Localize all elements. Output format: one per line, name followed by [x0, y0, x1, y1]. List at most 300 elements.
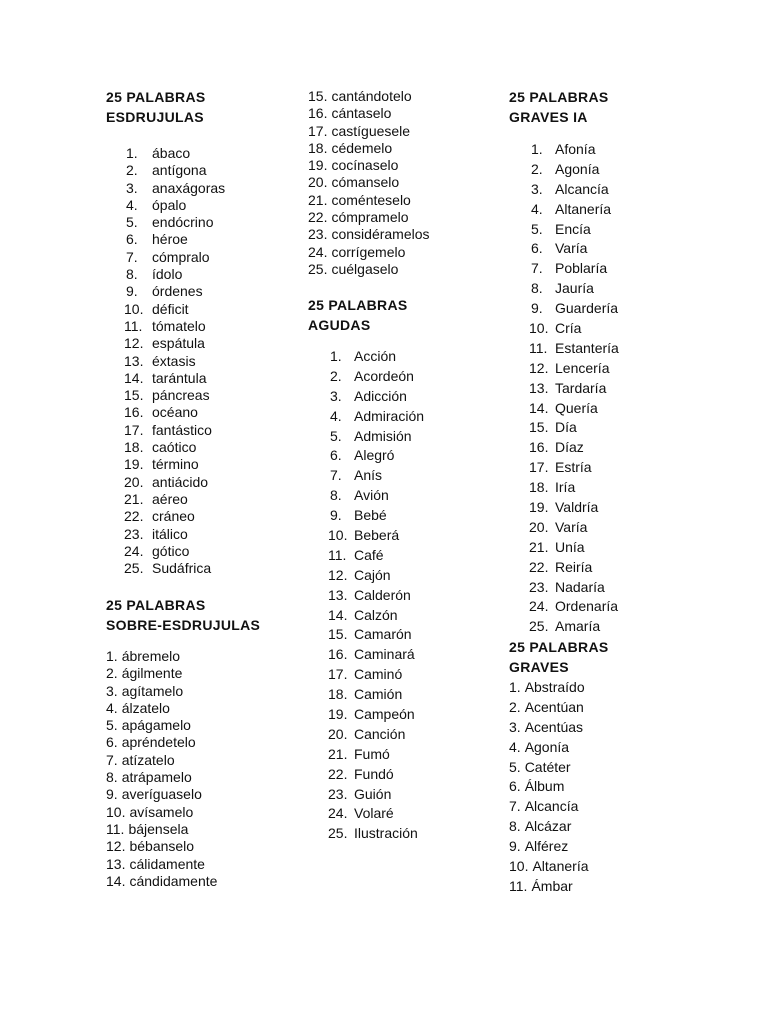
list-item-word: cómpralo: [152, 248, 210, 265]
list-item: [106, 769, 217, 786]
list-item-word: Adicción: [354, 387, 407, 404]
list-item: [308, 466, 383, 486]
list-item-word: término: [152, 456, 199, 473]
list-item-number: 11.: [509, 877, 528, 894]
list-item-word: caótico: [152, 439, 197, 456]
list-item-number: 3.: [106, 682, 118, 699]
list-item-word: atízatelo: [121, 751, 175, 768]
list-item-number: 14.: [124, 369, 144, 386]
list-item-word: Campeón: [354, 706, 415, 723]
list-item-number: 16.: [529, 439, 549, 456]
list-item-number: 7.: [531, 260, 543, 277]
list-item: [308, 586, 411, 606]
list-item: [308, 209, 430, 226]
list-item: [509, 220, 591, 240]
list-item-word: Nadaría: [555, 578, 605, 595]
list-item-word: cómanselo: [331, 174, 400, 191]
list-item-word: Acción: [354, 348, 397, 364]
heading-line: 25 PALABRAS: [509, 639, 609, 655]
sobre-esdrujulas-list-part-1: [106, 648, 217, 890]
heading-line: AGUDAS: [308, 317, 371, 333]
list-item: [308, 804, 394, 824]
list-item-word: cantándotelo: [331, 88, 412, 104]
list-item-number: 1.: [509, 679, 521, 695]
list-item-word: cocínaselo: [331, 157, 399, 174]
list-item-word: castíguesele: [331, 122, 411, 139]
list-item: [509, 597, 619, 617]
list-item-word: héroe: [152, 231, 188, 248]
list-item: [308, 157, 430, 174]
list-item: [308, 140, 430, 157]
list-item: [308, 785, 392, 805]
list-item-word: Acentúan: [524, 698, 584, 715]
list-item-number: 22.: [308, 209, 328, 226]
list-item-number: 16.: [328, 646, 348, 663]
list-item-word: Ordenaría: [555, 598, 619, 615]
list-item: [509, 518, 588, 538]
list-item-word: gótico: [152, 542, 190, 559]
list-item-word: Calzón: [354, 606, 398, 623]
list-item-number: 14.: [328, 606, 348, 623]
list-item: [509, 698, 589, 718]
list-item-number: 6.: [126, 231, 138, 248]
section-heading-sobre-esdrujulas: [106, 595, 260, 635]
list-item: [509, 718, 589, 738]
list-item-number: 18.: [328, 686, 348, 703]
heading-line: ESDRUJULAS: [106, 109, 204, 125]
list-item-number: 1.: [330, 348, 342, 364]
list-item-word: tómatelo: [152, 317, 206, 334]
list-item-word: Agonía: [524, 738, 570, 755]
list-item-word: Varía: [555, 240, 588, 257]
list-item-word: cándidamente: [129, 872, 218, 889]
list-item: [106, 542, 190, 560]
list-item-word: avísamelo: [129, 803, 194, 820]
list-item: [308, 427, 412, 447]
list-item: [509, 538, 585, 558]
list-item-word: apágamelo: [121, 717, 191, 734]
list-item-number: 7.: [509, 798, 521, 815]
list-item-word: Jauría: [555, 280, 594, 297]
list-item-word: endócrino: [152, 214, 214, 231]
list-item-number: 1.: [531, 141, 543, 157]
list-item-word: Iría: [555, 479, 576, 496]
list-item: [106, 700, 217, 717]
list-item-word: Encía: [555, 220, 591, 237]
list-item-word: cálidamente: [129, 855, 205, 872]
list-item: [106, 648, 217, 665]
list-item: [106, 404, 198, 421]
list-item-word: aéreo: [152, 490, 188, 507]
list-item-word: Café: [354, 546, 384, 563]
list-item: [509, 817, 589, 837]
list-item-number: 5.: [330, 427, 342, 444]
list-item-word: Caminó: [354, 666, 403, 683]
list-item: [509, 758, 589, 778]
list-item-word: Acentúas: [524, 718, 584, 735]
list-item: [106, 456, 199, 473]
list-item-word: Caminará: [354, 646, 415, 663]
list-item-number: 3.: [509, 718, 521, 735]
list-item: [308, 566, 391, 586]
list-item-word: Guardería: [555, 300, 619, 317]
list-item: [509, 379, 607, 399]
list-item-number: 3.: [126, 179, 138, 196]
list-item-word: atrápamelo: [121, 769, 192, 786]
list-item-number: 19.: [308, 157, 328, 174]
heading-line: 25 PALABRAS: [106, 89, 206, 105]
list-item-word: Alcázar: [524, 818, 572, 835]
list-item-number: 24.: [308, 243, 328, 260]
list-item-word: Altanería: [532, 858, 589, 875]
list-item-word: antígona: [152, 162, 207, 179]
list-item-number: 18.: [308, 139, 328, 156]
list-item-word: Altanería: [555, 200, 612, 217]
list-item: [308, 546, 384, 566]
list-item-number: 20.: [328, 725, 348, 742]
list-item: [106, 838, 217, 855]
list-item-word: Álbum: [524, 778, 565, 795]
list-item-word: ábaco: [152, 145, 191, 161]
list-item: [509, 180, 609, 200]
list-item: [509, 478, 576, 498]
list-item-number: 21.: [124, 490, 144, 507]
list-item-number: 4.: [509, 738, 521, 755]
list-item-word: espátula: [152, 335, 205, 352]
list-item-word: Amaría: [555, 618, 601, 635]
list-item-number: 2.: [106, 665, 118, 682]
list-item: [308, 261, 430, 278]
list-item: [106, 162, 207, 179]
list-item-number: 13.: [529, 379, 549, 396]
list-item-word: Quería: [555, 399, 598, 416]
heading-line: 25 PALABRAS: [308, 297, 408, 313]
section-heading-graves-ia: [509, 87, 609, 127]
list-item-word: Unía: [555, 538, 585, 555]
list-item-word: Anís: [354, 467, 383, 484]
list-item-word: Alcancía: [524, 798, 579, 815]
list-item-number: 22.: [328, 765, 348, 782]
list-item: [106, 266, 183, 283]
list-item-word: Calderón: [354, 586, 411, 603]
list-item: [106, 856, 217, 873]
list-item-word: itálico: [152, 525, 188, 542]
list-item: [509, 558, 593, 578]
list-item-number: 5.: [106, 717, 118, 734]
list-item: [509, 140, 596, 160]
list-item: [308, 685, 403, 705]
heading-line: GRAVES: [509, 659, 569, 675]
list-item-number: 9.: [126, 283, 138, 300]
list-item-number: 8.: [330, 487, 342, 504]
list-item-word: Afonía: [555, 141, 596, 157]
list-item: [308, 665, 403, 685]
list-item-number: 12.: [106, 838, 126, 855]
list-item-number: 16.: [124, 404, 144, 421]
list-item-word: Volaré: [354, 805, 394, 822]
list-item-number: 4.: [126, 196, 138, 213]
section-heading-agudas: [308, 295, 408, 335]
list-item-number: 8.: [126, 266, 138, 283]
list-item-word: Díaz: [555, 439, 584, 456]
list-item-number: 18.: [529, 479, 549, 496]
list-item: [106, 683, 217, 700]
list-item-word: coménteselo: [331, 191, 411, 208]
list-item: [509, 259, 608, 279]
graves-ia-list: [509, 140, 619, 637]
heading-line: 25 PALABRAS: [106, 597, 206, 613]
list-item-number: 23.: [308, 226, 328, 243]
list-item-word: Tardaría: [555, 379, 607, 396]
list-item-number: 12.: [328, 566, 348, 583]
list-item-number: 6.: [330, 447, 342, 464]
section-heading-esdrujulas: [106, 87, 206, 127]
list-item-number: 4.: [106, 699, 118, 716]
list-item: [106, 873, 217, 890]
list-item-number: 19.: [124, 456, 144, 473]
list-item-number: 20.: [529, 518, 549, 535]
list-item: [509, 359, 610, 379]
list-item-number: 10.: [529, 320, 549, 337]
list-item-word: agítamelo: [121, 682, 184, 699]
list-item-number: 7.: [106, 751, 118, 768]
list-item-word: Fumó: [354, 745, 390, 762]
list-item: [308, 526, 400, 546]
list-item: [308, 123, 430, 140]
list-item: [106, 214, 214, 231]
agudas-list: [308, 347, 425, 844]
list-item-number: 23.: [529, 578, 549, 595]
list-item-number: 4.: [330, 407, 342, 424]
list-item-number: 11.: [124, 317, 143, 334]
list-item: [106, 335, 205, 352]
list-item-word: Cajón: [354, 566, 391, 583]
list-item: [509, 279, 594, 299]
list-item-word: bébanselo: [129, 838, 195, 855]
list-item-word: Canción: [354, 725, 406, 742]
list-item-number: 15.: [529, 419, 549, 436]
list-item: [106, 525, 188, 543]
list-item-number: 11.: [529, 339, 548, 356]
list-item-number: 13.: [328, 586, 348, 603]
heading-line: SOBRE-ESDRUJULAS: [106, 617, 261, 633]
list-item-word: órdenes: [152, 283, 203, 300]
list-item-number: 17.: [529, 459, 549, 476]
list-item: [106, 473, 209, 491]
list-item-word: Catéter: [524, 758, 571, 775]
list-item: [308, 407, 425, 427]
list-item-number: 15.: [124, 387, 144, 404]
list-item-word: ábremelo: [121, 648, 181, 664]
list-item: [308, 606, 398, 626]
list-item-number: 22.: [124, 508, 144, 525]
list-item-number: 1.: [126, 145, 138, 161]
list-item: [308, 88, 430, 105]
list-item: [509, 738, 589, 758]
list-item: [509, 239, 588, 259]
list-item-number: 11.: [106, 820, 125, 837]
list-item-word: Acordeón: [354, 367, 414, 384]
list-item-word: océano: [152, 404, 198, 421]
list-item-number: 7.: [330, 467, 342, 484]
list-item: [106, 145, 191, 162]
list-item-word: Admisión: [354, 427, 412, 444]
list-item: [509, 578, 605, 598]
list-item-word: déficit: [152, 300, 189, 317]
list-item-number: 5.: [531, 220, 543, 237]
list-item-number: 25.: [529, 618, 549, 635]
list-item: [308, 765, 394, 785]
list-item-number: 14.: [529, 399, 549, 416]
list-item: [308, 725, 406, 745]
section-heading-graves: [509, 637, 609, 677]
list-item-number: 25.: [308, 260, 328, 277]
list-item: [509, 458, 592, 478]
list-item-word: Agonía: [555, 160, 600, 177]
list-item: [509, 797, 589, 817]
sobre-esdrujulas-list-part-2: [308, 88, 430, 278]
list-item-word: Alcancía: [555, 180, 609, 197]
list-item-word: Fundó: [354, 765, 394, 782]
list-item-number: 24.: [328, 805, 348, 822]
list-item: [308, 387, 407, 407]
list-item: [509, 777, 589, 797]
list-item: [308, 446, 395, 466]
list-item: [106, 179, 226, 197]
list-item: [308, 226, 430, 243]
list-item-word: cántaselo: [331, 105, 392, 122]
list-item: [308, 645, 415, 665]
list-item: [509, 160, 600, 180]
list-item: [308, 824, 418, 844]
list-item-number: 4.: [531, 200, 543, 217]
list-item-word: Varía: [555, 518, 588, 535]
list-item-word: Reiría: [555, 558, 593, 575]
list-item-word: Alférez: [524, 838, 569, 855]
list-item-word: tarántula: [152, 369, 207, 386]
list-item-word: Día: [555, 419, 577, 436]
list-item-number: 21.: [308, 191, 328, 208]
list-item: [106, 196, 187, 214]
list-item-number: 3.: [330, 387, 342, 404]
list-item-word: antiácido: [152, 473, 209, 490]
list-item: [308, 625, 412, 645]
list-item-word: ágilmente: [121, 665, 183, 682]
list-item-word: apréndetelo: [121, 734, 196, 751]
list-item: [106, 490, 188, 508]
list-item-number: 12.: [124, 335, 144, 352]
list-item: [308, 192, 430, 209]
list-item-word: corrígemelo: [331, 243, 406, 260]
list-item-number: 10.: [328, 527, 348, 544]
list-item: [106, 369, 207, 387]
list-item-number: 11.: [328, 546, 347, 563]
list-item-number: 23.: [124, 525, 144, 542]
list-item: [106, 283, 203, 300]
list-item-number: 24.: [529, 598, 549, 615]
list-item-number: 6.: [509, 778, 521, 795]
list-item-word: bájensela: [128, 820, 189, 837]
list-item-word: Guión: [354, 785, 392, 802]
list-item: [308, 347, 397, 367]
list-item-word: anaxágoras: [152, 179, 226, 196]
list-item-number: 22.: [529, 558, 549, 575]
list-item: [308, 174, 430, 191]
list-item-number: 9.: [330, 507, 342, 524]
list-item-number: 8.: [531, 280, 543, 297]
list-item-number: 8.: [106, 769, 118, 786]
list-item-number: 2.: [509, 698, 521, 715]
list-item-number: 14.: [106, 872, 126, 889]
list-item-number: 6.: [531, 240, 543, 257]
list-item: [509, 319, 582, 339]
list-item-number: 2.: [330, 367, 342, 384]
list-item-word: Bebé: [354, 507, 387, 524]
list-item-number: 21.: [328, 745, 348, 762]
list-item: [106, 387, 210, 404]
list-item: [509, 399, 598, 419]
list-item-word: Sudáfrica: [152, 560, 212, 577]
list-item: [308, 244, 430, 261]
list-item: [106, 352, 196, 370]
list-item-word: Admiración: [354, 407, 425, 424]
heading-line: GRAVES IA: [509, 109, 588, 125]
list-item-word: cédemelo: [331, 139, 393, 156]
list-item: [106, 734, 217, 751]
list-item-number: 20.: [124, 473, 144, 490]
list-item-number: 1.: [106, 648, 118, 664]
list-item-number: 16.: [308, 105, 328, 122]
list-item-number: 23.: [328, 785, 348, 802]
list-item-word: Camión: [354, 686, 403, 703]
list-item-number: 3.: [531, 180, 543, 197]
list-item-word: cráneo: [152, 508, 195, 525]
list-item-word: Camarón: [354, 626, 412, 643]
list-item: [106, 248, 210, 266]
list-item: [106, 665, 217, 682]
list-item: [509, 299, 619, 319]
list-item-number: 9.: [531, 300, 543, 317]
list-item: [308, 705, 415, 725]
graves-list: [509, 678, 589, 897]
list-item-number: 12.: [529, 359, 549, 376]
list-item: [106, 804, 217, 821]
list-item-number: 6.: [106, 734, 118, 751]
list-item-number: 17.: [124, 421, 144, 438]
list-item-word: averíguaselo: [121, 786, 202, 803]
list-item: [509, 339, 619, 359]
list-item-number: 5.: [509, 758, 521, 775]
list-item-word: Avión: [354, 487, 389, 504]
list-item-number: 9.: [106, 786, 118, 803]
list-item-number: 21.: [529, 538, 549, 555]
list-item-word: Estría: [555, 459, 592, 476]
esdrujulas-list: [106, 145, 226, 577]
list-item-word: álzatelo: [121, 699, 170, 716]
list-item-number: 10.: [509, 858, 529, 875]
list-item-number: 15.: [308, 88, 328, 104]
list-item: [106, 786, 217, 803]
list-item-word: considéramelos: [331, 226, 430, 243]
list-item-word: ópalo: [152, 196, 187, 213]
list-item-number: 2.: [126, 162, 138, 179]
list-item-number: 25.: [124, 560, 144, 577]
list-item: [106, 752, 217, 769]
list-item-number: 25.: [328, 825, 348, 842]
list-item: [106, 717, 217, 734]
list-item-word: Valdría: [555, 499, 599, 516]
list-item-number: 17.: [328, 666, 348, 683]
